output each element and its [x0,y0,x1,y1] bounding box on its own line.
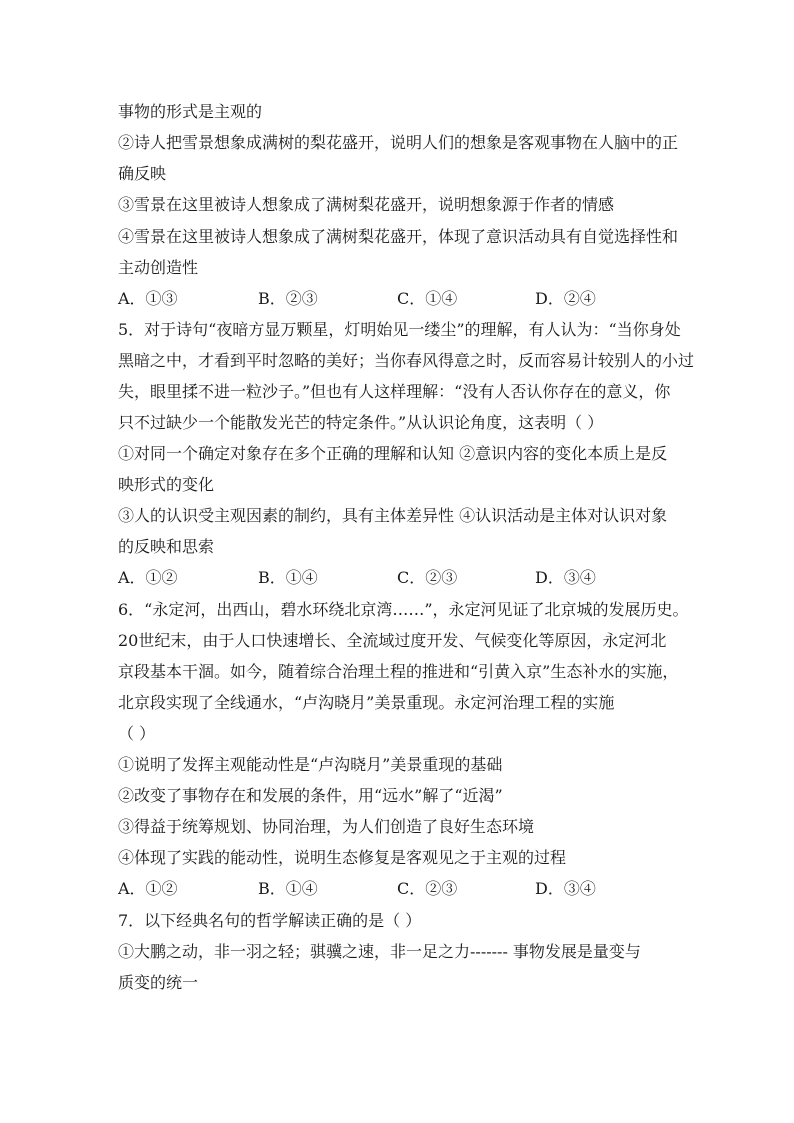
answer-options-q4 [118,289,688,309]
option-d: D．②④ [535,289,596,308]
option-c: C．②③ [397,879,458,898]
text-line: 黑暗之中，才看到平时忽略的美好；当你春风得意之时，反而容易计较别人的小过 [118,351,695,370]
text-line: 映形式的变化 [118,475,215,494]
text-line: 只不过缺少一个能散发光芒的特定条件。”从认识论角度，这表明（ ） [118,413,604,432]
text-line: 事物的形式是主观的 [118,102,263,121]
text-line: ①对同一个确定对象存在多个正确的理解和认知 ②意识内容的变化本质上是反 [118,444,668,463]
text-line: ③得益于统筹规划、协同治理，为人们创造了良好生态环境 [118,817,535,836]
text-line: ③人的认识受主观因素的制约，具有主体差异性 ④认识活动是主体对认识对象 [118,506,668,525]
option-b: B．①④ [258,568,318,587]
text-line: ①说明了发挥主观能动性是“卢沟晓月”美景重现的基础 [118,755,503,774]
text-line: ②改变了事物存在和发展的条件，用“远水”解了“近渴” [118,786,503,805]
text-line: 京段基本干涸。如今，随着综合治理土程的推进和“引黄入京”生态补水的实施， [118,662,679,681]
text-line: 的反映和思索 [118,537,215,556]
text-line: ②诗人把雪景想象成满树的梨花盛开，说明人们的想象是客观事物在人脑中的正 [118,133,679,152]
text-line: ③雪景在这里被诗人想象成了满树梨花盛开，说明想象源于作者的情感 [118,195,615,214]
text-line: ④体现了实践的能动性，说明生态修复是客观见之于主观的过程 [118,848,567,867]
option-d: D．③④ [535,568,596,587]
answer-options-q5 [118,568,688,588]
option-d: D．③④ [535,879,596,898]
option-c: C．①④ [397,289,458,308]
option-b: B．②③ [258,289,318,308]
text-line: 北京段实现了全线通水，“卢沟晓月”美景重现。永定河治理工程的实施 [118,693,615,712]
option-c: C．②③ [397,568,458,587]
option-a: A．①③ [118,289,178,308]
option-b: B．①④ [258,879,318,898]
text-line: 20世纪末，由于人口快速增长、全流域过度开发、气候变化等原因，永定河北 [118,631,667,650]
text-line: 确反映 [118,164,167,183]
option-a: A．①② [118,568,178,587]
question-7-line: 7．以下经典名句的哲学解读正确的是（ ） [118,911,422,930]
text-line: 失，眼里揉不进一粒沙子。”但也有人这样理解：“没有人否认你存在的意义，你 [118,382,671,401]
option-a: A．①② [118,879,178,898]
question-6-line: 6．“永定河，出西山，碧水环绕北京湾……”，永定河见证了北京城的发展历史。 [118,600,689,619]
text-line: ④雪景在这里被诗人想象成了满树梨花盛开，体现了意识活动具有自觉选择性和 [118,227,679,246]
question-5-line: 5．对于诗句“夜暗方显万颗星，灯明始见一缕尘”的理解，有人认为：“当你身处 [118,320,681,339]
text-line: 主动创造性 [118,258,199,277]
text-line: 质变的统一 [118,973,199,992]
text-line: （ ） [118,724,156,743]
answer-options-q6 [118,879,688,899]
text-line: ①大鹏之动，非一羽之轻；骐骥之速，非一足之力------- 事物发展是量变与 [118,942,641,961]
